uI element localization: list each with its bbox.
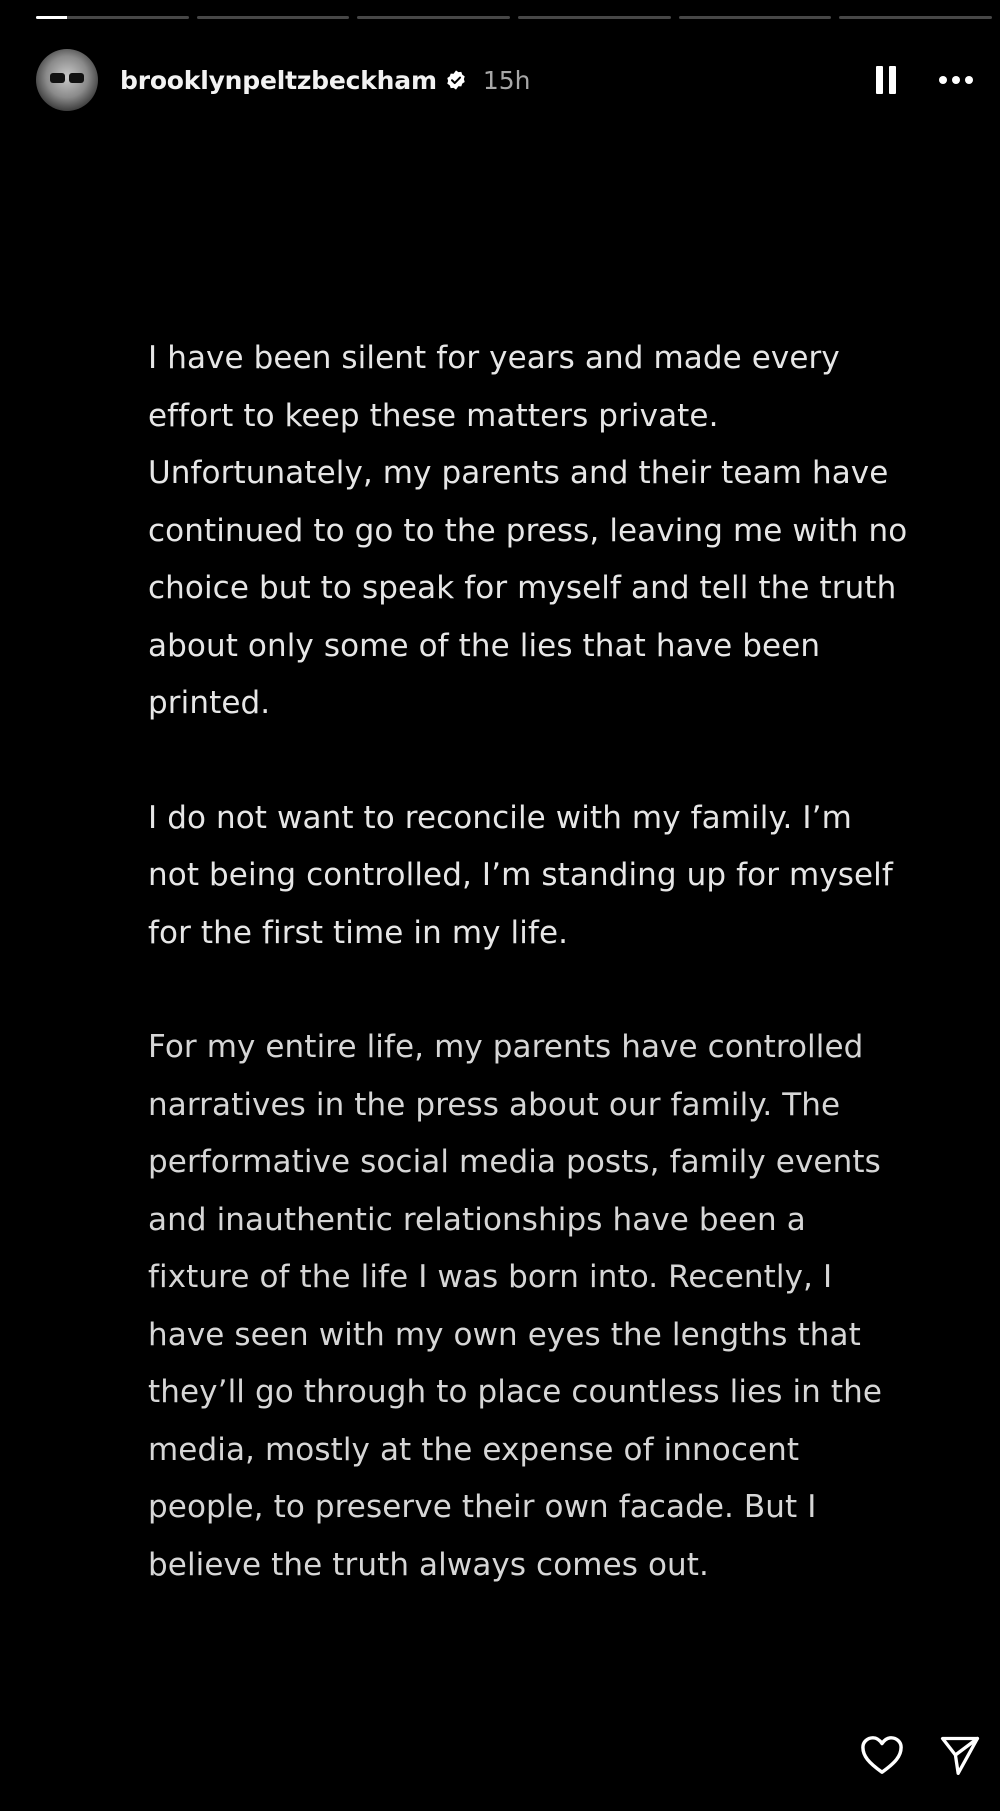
story-progress-bar [36, 16, 992, 20]
pause-icon [876, 66, 883, 94]
progress-segment [839, 16, 992, 19]
story-paragraph: For my entire life, my parents have controlled narratives in the press about our family. The performative social media posts, family events and inauthentic relationships have been a fixture of the life I was born into. Recently, I have seen with my own eyes the lengths that they’ll go through to place countless lies in the media, mostly at the expense of innocent people, to preserve their own facade. But I believe the truth always comes out. [148, 1029, 883, 1583]
progress-segment [518, 16, 671, 19]
avatar[interactable] [36, 49, 98, 111]
story-paragraph: I have been silent for years and made every effort to keep these matters private. Unfortunately, my parents and their team have continued to go to the press, leaving me with no choice but to speak for myself and tell the truth about only some of the lies that have been printed. [148, 340, 908, 721]
story-header [36, 45, 980, 115]
progress-segment-fill [36, 16, 67, 19]
story-actions [856, 1729, 986, 1781]
story-paragraph: I do not want to reconcile with my family. I’m not being controlled, I’m standing up for myself for the first time in my life. [148, 799, 893, 951]
progress-segment [357, 16, 510, 19]
pause-button[interactable] [866, 60, 906, 100]
progress-segment [36, 16, 189, 19]
progress-segment [197, 16, 350, 19]
heart-icon [859, 1734, 905, 1776]
send-icon [938, 1733, 982, 1777]
avatar-image [50, 73, 84, 83]
more-options-icon [939, 76, 947, 84]
post-timestamp: 15h [482, 65, 531, 95]
username[interactable]: brooklynpeltzbeckham [120, 65, 437, 95]
story-text [148, 330, 908, 1651]
like-button[interactable] [856, 1729, 908, 1781]
progress-segment [679, 16, 832, 19]
more-options-button[interactable] [932, 60, 980, 100]
share-button[interactable] [934, 1729, 986, 1781]
verified-badge-icon [445, 69, 467, 91]
